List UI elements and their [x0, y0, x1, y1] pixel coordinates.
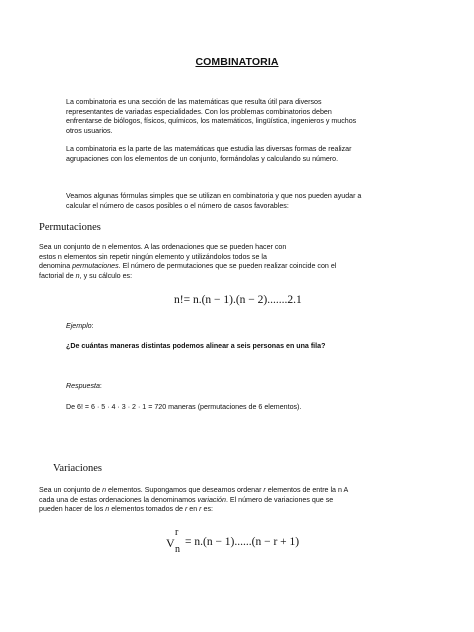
italic-term: variación — [197, 495, 226, 504]
variaciones-paragraph — [39, 486, 407, 515]
text-run: en — [187, 505, 200, 514]
text-line — [39, 496, 407, 506]
permutation-formula: n!= n.(n − 1).(n − 2).......2.1 — [174, 294, 302, 306]
text-line — [39, 486, 407, 496]
variation-formula — [166, 527, 326, 560]
text-run: Sea un conjunto de — [39, 486, 103, 494]
text-line: agrupaciones con los elementos de un conjunto, formándolas y calculando su número. — [66, 154, 339, 163]
text-run: elementos. Supongamos que deseamos ordenar — [106, 486, 264, 494]
text-line: estos n elementos sin repetir ningún elemento y utilizándolos todos se la — [39, 252, 267, 261]
italic-term: n — [105, 505, 110, 514]
example-label-text: Ejemplo — [66, 322, 92, 330]
text-line — [39, 262, 407, 272]
text-line: Veamos algunas fórmulas simples que se utilizan en combinatoria y que nos pueden ayudar a — [66, 192, 362, 200]
italic-term: permutaciones — [72, 262, 119, 271]
intro-paragraph-3 — [66, 192, 410, 211]
variation-subscript: n — [175, 544, 180, 555]
text-line: Sea un conjunto de n elementos. A las ordenaciones que se pueden hacer con — [39, 243, 287, 251]
document-title: COMBINATORIA — [195, 56, 279, 68]
example-label — [66, 322, 94, 330]
text-line: La combinatoria es una sección de las matemáticas que resulta útil para diversos — [66, 98, 322, 106]
text-run: es: — [201, 505, 213, 514]
answer-colon: : — [99, 382, 102, 390]
example-question: ¿De cuántas maneras distintas podemos alinear a seis personas en una fila? — [66, 342, 326, 350]
italic-term: r — [199, 505, 202, 514]
text-run: cada una de estas ordenaciones la denominamos — [39, 495, 198, 504]
variaciones-heading: Variaciones — [53, 463, 102, 474]
text-line — [39, 272, 407, 282]
text-run: pueden hacer de los — [39, 505, 106, 514]
variation-rhs: = n.(n − 1)......(n − r + 1) — [185, 536, 300, 548]
text-run: . El número de permutaciones que se pueden realizar coincide con el — [118, 262, 337, 271]
text-run: elementos tomados de — [109, 505, 185, 514]
text-line: representantes de variadas especialidades. Con los problemas combinatorios deben — [66, 107, 332, 116]
text-line: otros usuarios. — [66, 126, 113, 135]
text-run: , y su cálculo es: — [79, 271, 133, 280]
variation-superscript: r — [175, 527, 179, 538]
text-run: denomina — [39, 262, 73, 271]
permutaciones-paragraph — [39, 243, 407, 281]
italic-term: r — [263, 486, 266, 494]
italic-term: n — [75, 271, 80, 280]
intro-paragraph-2 — [66, 145, 410, 164]
example-colon: : — [91, 322, 94, 330]
answer-text: De 6! = 6 · 5 · 4 · 3 · 2 · 1 = 720 maneras (permutaciones de 6 elementos). — [66, 403, 302, 411]
variation-symbol: V — [166, 536, 175, 550]
text-line: enfrentarse de biólogos, físicos, químicos, los matemáticos, lingüística, ingenieros y muchos — [66, 117, 357, 126]
permutaciones-heading: Permutaciones — [39, 222, 101, 233]
italic-term: r — [184, 505, 188, 514]
answer-label — [66, 382, 102, 390]
text-line — [39, 505, 407, 515]
intro-paragraph-1 — [66, 98, 410, 136]
text-line: La combinatoria es la parte de las matemáticas que estudia las diversas formas de realizar — [66, 145, 352, 153]
text-run: factorial de — [39, 271, 76, 280]
italic-term: n — [102, 486, 107, 494]
answer-label-text: Respuesta — [66, 382, 100, 390]
text-line: calcular el número de casos posibles o el número de casos favorables: — [66, 201, 289, 210]
text-run: elementos de entre la n A — [265, 486, 349, 494]
text-run: . El número de variaciones que se — [225, 495, 334, 504]
